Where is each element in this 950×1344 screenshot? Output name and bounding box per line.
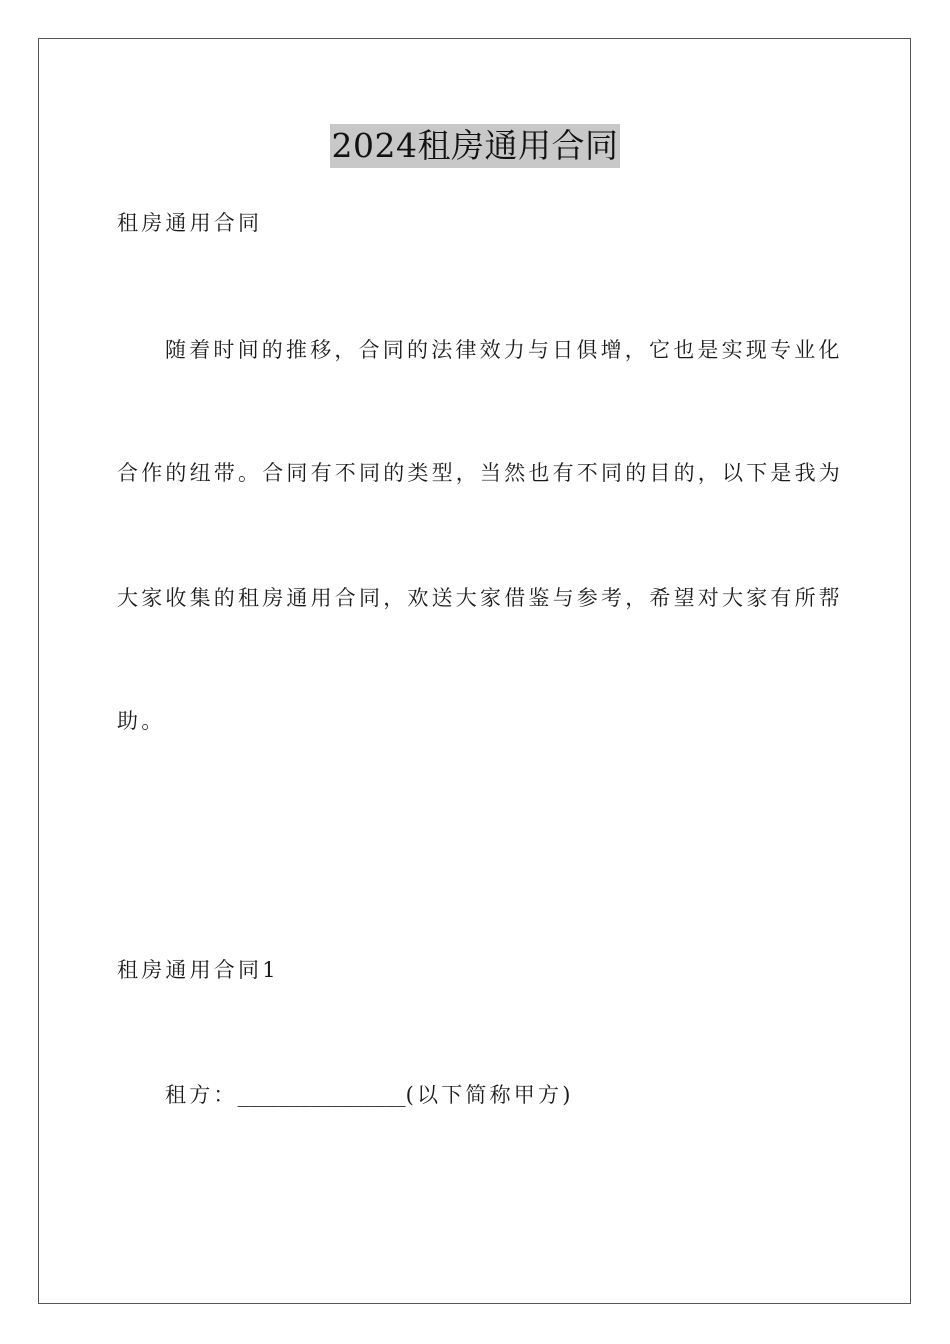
lessor-note: (以下简称甲方) — [405, 1083, 574, 1107]
document-title: 2024租房通用合同 — [330, 124, 621, 168]
title-container — [0, 124, 950, 168]
intro-line: 大家收集的租房通用合同，欢送大家借鉴与参考，希望对大家有所帮 — [117, 586, 843, 610]
intro-line: 合作的纽带。合同有不同的类型，当然也有不同的目的，以下是我为 — [117, 461, 843, 485]
lessor-label: 租方： — [165, 1083, 238, 1107]
section-heading: 租房通用合同1 — [117, 958, 279, 982]
lessor-line — [165, 1080, 574, 1110]
intro-line: 助。 — [117, 709, 166, 733]
intro-line: 随着时间的推移，合同的法律效力与日俱增，它也是实现专业化 — [165, 338, 843, 362]
document-subtitle: 租房通用合同 — [117, 211, 263, 235]
lessor-blank: ________________ — [237, 1083, 406, 1107]
